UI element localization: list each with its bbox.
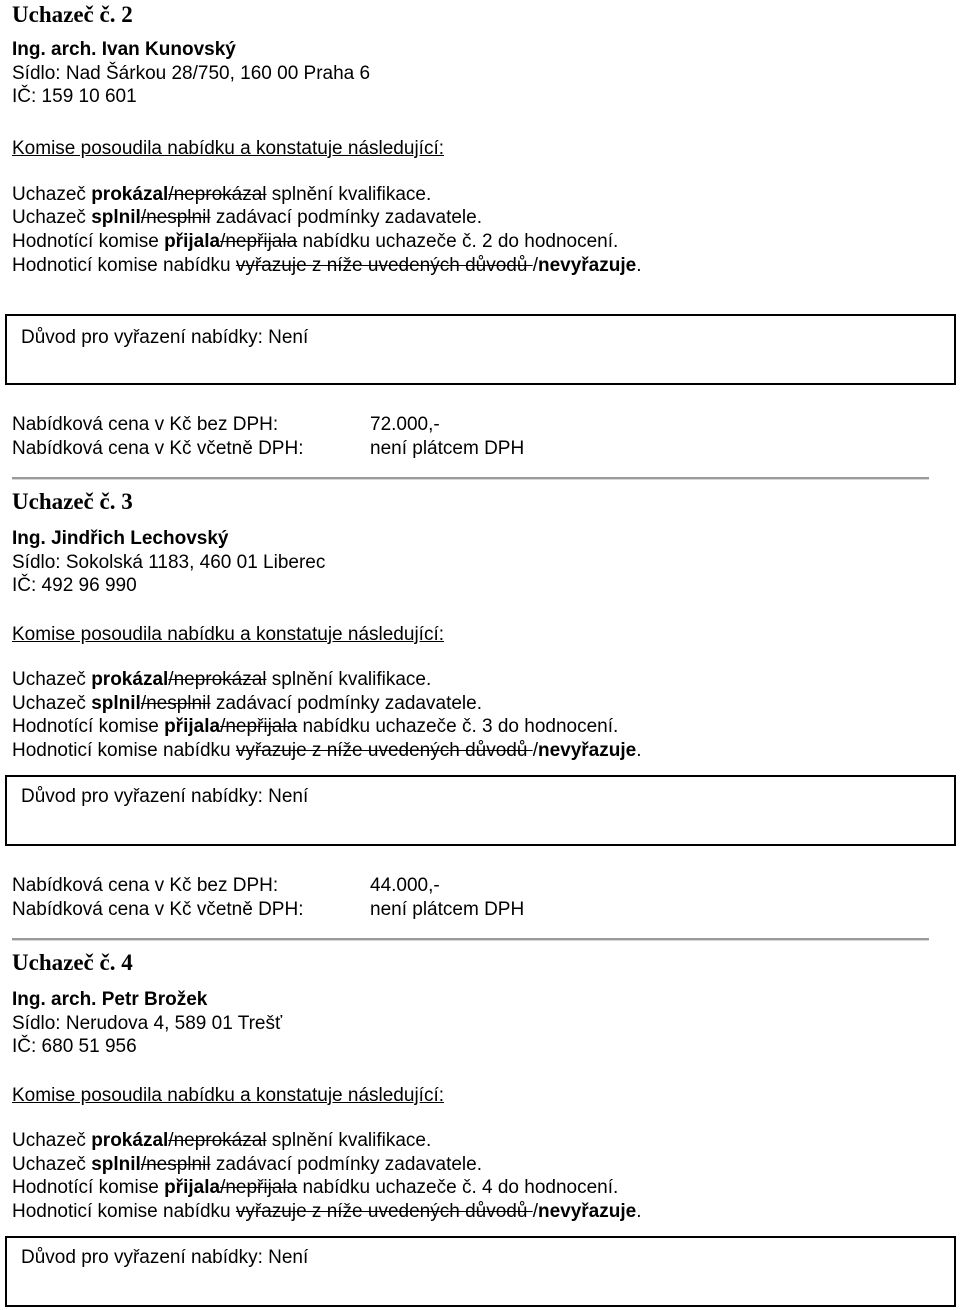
exclusion-reason-box — [5, 314, 956, 385]
text: . — [636, 1201, 642, 1222]
text: splnění kvalifikace. — [266, 184, 432, 205]
candidate-seat: Sídlo: Nerudova 4, 589 01 Trešť — [12, 1013, 283, 1034]
choice-selected: přijala — [164, 1177, 221, 1198]
text: splnění kvalifikace. — [266, 1130, 432, 1151]
text: Hodnoticí komise nabídku — [12, 1201, 236, 1222]
choice-struck: /nesplnil — [140, 693, 211, 714]
choice-struck: /neprokázal — [168, 184, 267, 205]
candidate-heading: Uchazeč č. 2 — [12, 2, 133, 27]
choice-struck: /nesplnil — [140, 207, 211, 228]
choice-selected: splnil — [91, 1154, 141, 1175]
price-without-vat-label: Nabídková cena v Kč bez DPH: — [12, 414, 279, 435]
price-with-vat-value: není plátcem DPH — [370, 899, 525, 920]
choice-selected: prokázal — [91, 1130, 169, 1151]
choice-selected: nevyřazuje — [537, 255, 637, 276]
acceptance-line — [12, 715, 618, 738]
acceptance-line — [12, 230, 618, 253]
qualification-line — [12, 1129, 431, 1152]
choice-struck: /nepřijala — [220, 716, 298, 737]
text: Uchazeč — [12, 669, 92, 690]
qualification-line — [12, 668, 431, 691]
name-text: Petr Brožek — [101, 989, 208, 1010]
exclusion-reason-box — [5, 1236, 956, 1307]
choice-struck: /neprokázal — [168, 669, 267, 690]
choice-struck: vyřazuje z níže uvedených důvodů — [235, 255, 533, 276]
choice-selected: prokázal — [91, 184, 169, 205]
conditions-line — [12, 206, 482, 229]
choice-selected: přijala — [164, 716, 221, 737]
text: Uchazeč — [12, 693, 92, 714]
text: Uchazeč — [12, 207, 92, 228]
qualification-line — [12, 183, 431, 206]
section-divider — [12, 477, 929, 480]
price-with-vat-value: není plátcem DPH — [370, 438, 525, 459]
name-title: Ing. — [12, 528, 52, 549]
candidate-heading: Uchazeč č. 4 — [12, 950, 133, 975]
choice-struck: /nesplnil — [140, 1154, 211, 1175]
acceptance-line — [12, 1176, 618, 1199]
exclusion-reason-text: Důvod pro vyřazení nabídky: Není — [21, 1247, 309, 1268]
text: / — [532, 740, 538, 761]
choice-selected: nevyřazuje — [537, 1201, 637, 1222]
price-with-vat-label: Nabídková cena v Kč včetně DPH: — [12, 899, 304, 920]
name-text: Ivan Kunovský — [101, 39, 236, 60]
text: zadávací podmínky zadavatele. — [210, 1154, 482, 1175]
text: zadávací podmínky zadavatele. — [210, 693, 482, 714]
choice-selected: splnil — [91, 693, 141, 714]
exclusion-reason-text: Důvod pro vyřazení nabídky: Není — [21, 327, 309, 348]
text: nabídku uchazeče č. 4 do hodnocení. — [297, 1177, 619, 1198]
text: Uchazeč — [12, 184, 92, 205]
candidate-heading: Uchazeč č. 3 — [12, 489, 133, 514]
choice-struck: /neprokázal — [168, 1130, 267, 1151]
commission-statement: Komise posoudila nabídku a konstatuje následující: — [12, 138, 444, 159]
commission-statement: Komise posoudila nabídku a konstatuje následující: — [12, 624, 444, 645]
text: Uchazeč — [12, 1154, 92, 1175]
candidate-ic: IČ: 492 96 990 — [12, 575, 137, 596]
text: . — [636, 740, 642, 761]
text: zadávací podmínky zadavatele. — [210, 207, 482, 228]
name-title: Ing. arch. — [12, 39, 102, 60]
candidate-name — [12, 38, 236, 61]
choice-struck: /nepřijala — [220, 1177, 298, 1198]
exclusion-line — [12, 254, 642, 277]
text: / — [532, 255, 538, 276]
text: nabídku uchazeče č. 2 do hodnocení. — [297, 231, 619, 252]
text: Hodnotící komise — [12, 231, 165, 252]
section-divider — [12, 938, 929, 941]
exclusion-reason-box — [5, 775, 956, 846]
choice-selected: prokázal — [91, 669, 169, 690]
text: splnění kvalifikace. — [266, 669, 432, 690]
choice-selected: nevyřazuje — [537, 740, 637, 761]
price-without-vat-value: 44.000,- — [370, 875, 440, 896]
choice-struck: /nepřijala — [220, 231, 298, 252]
name-title: Ing. arch. — [12, 989, 102, 1010]
choice-selected: splnil — [91, 207, 141, 228]
name-text: Jindřich Lechovský — [51, 528, 229, 549]
conditions-line — [12, 1153, 482, 1176]
text: / — [532, 1201, 538, 1222]
candidate-ic: IČ: 159 10 601 — [12, 86, 137, 107]
exclusion-line — [12, 739, 642, 762]
text: . — [636, 255, 642, 276]
text: Hodnoticí komise nabídku — [12, 255, 236, 276]
candidate-name — [12, 988, 207, 1011]
candidate-seat: Sídlo: Sokolská 1183, 460 01 Liberec — [12, 552, 326, 573]
conditions-line — [12, 692, 482, 715]
candidate-ic: IČ: 680 51 956 — [12, 1036, 137, 1057]
price-without-vat-label: Nabídková cena v Kč bez DPH: — [12, 875, 279, 896]
candidate-seat: Sídlo: Nad Šárkou 28/750, 160 00 Praha 6 — [12, 63, 371, 84]
price-with-vat-label: Nabídková cena v Kč včetně DPH: — [12, 438, 304, 459]
price-without-vat-value: 72.000,- — [370, 414, 440, 435]
text: Hodnotící komise — [12, 716, 165, 737]
choice-selected: přijala — [164, 231, 221, 252]
choice-struck: vyřazuje z níže uvedených důvodů — [235, 740, 533, 761]
text: Hodnotící komise — [12, 1177, 165, 1198]
candidate-name — [12, 527, 228, 550]
text: Uchazeč — [12, 1130, 92, 1151]
exclusion-reason-text: Důvod pro vyřazení nabídky: Není — [21, 786, 309, 807]
exclusion-line — [12, 1200, 642, 1223]
text: Hodnoticí komise nabídku — [12, 740, 236, 761]
choice-struck: vyřazuje z níže uvedených důvodů — [235, 1201, 533, 1222]
commission-statement: Komise posoudila nabídku a konstatuje následující: — [12, 1085, 444, 1106]
text: nabídku uchazeče č. 3 do hodnocení. — [297, 716, 619, 737]
